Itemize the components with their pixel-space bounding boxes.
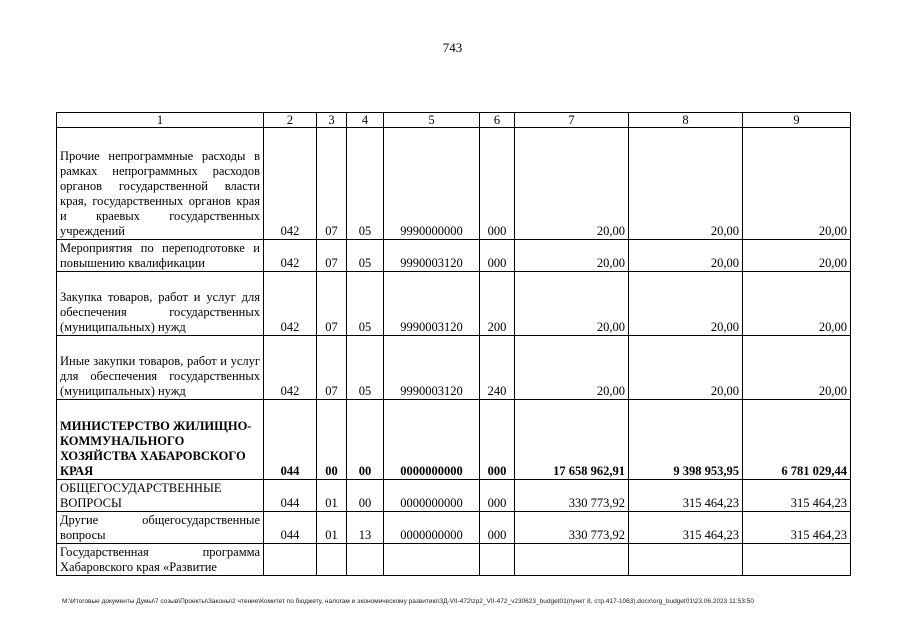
cell-amount-8: 20,00 [629, 336, 743, 400]
header-col-5: 5 [384, 113, 480, 128]
cell-expense-type: 000 [480, 240, 515, 272]
cell-amount-9: 20,00 [743, 336, 851, 400]
cell-subsection: 05 [347, 336, 384, 400]
table-row [57, 240, 851, 272]
cell-amount-7: 20,00 [515, 336, 629, 400]
cell-expense-type: 240 [480, 336, 515, 400]
row-name: Закупка товаров, работ и услуг для обеспечения государственных (муниципальных) нужд [57, 272, 264, 336]
cell-subsection: 05 [347, 128, 384, 240]
cell-section: 07 [317, 272, 347, 336]
cell-ministry-code: 044 [264, 512, 317, 544]
cell-ministry-code: 044 [264, 400, 317, 480]
cell-amount-8: 315 464,23 [629, 512, 743, 544]
cell-target-article: 0000000000 [384, 512, 480, 544]
cell-amount-8 [629, 544, 743, 576]
cell-ministry-code: 042 [264, 240, 317, 272]
cell-ministry-code: 042 [264, 336, 317, 400]
cell-ministry-code: 044 [264, 480, 317, 512]
cell-amount-8: 9 398 953,95 [629, 400, 743, 480]
cell-ministry-code: 042 [264, 128, 317, 240]
cell-amount-7: 330 773,92 [515, 480, 629, 512]
cell-subsection: 05 [347, 240, 384, 272]
cell-amount-7: 20,00 [515, 128, 629, 240]
cell-amount-7 [515, 544, 629, 576]
cell-expense-type: 000 [480, 512, 515, 544]
row-name: Мероприятия по переподготовке и повышению квалификации [57, 240, 264, 272]
cell-amount-9: 20,00 [743, 272, 851, 336]
row-name: Прочие непрограммные расходы в рамках непрограммных расходов органов государственной власти края, государственных органов края и краевых государственных учреждений [57, 128, 264, 240]
cell-section: 01 [317, 512, 347, 544]
header-col-8: 8 [629, 113, 743, 128]
cell-section: 07 [317, 240, 347, 272]
cell-target-article: 0000000000 [384, 400, 480, 480]
table-row [57, 128, 851, 240]
cell-subsection: 13 [347, 512, 384, 544]
cell-target-article: 9990003120 [384, 240, 480, 272]
row-name: ОБЩЕГОСУДАРСТВЕННЫЕ ВОПРОСЫ [57, 480, 264, 512]
cell-target-article: 9990003120 [384, 272, 480, 336]
cell-subsection: 00 [347, 400, 384, 480]
cell-amount-9: 315 464,23 [743, 512, 851, 544]
row-name: МИНИСТЕРСТВО ЖИЛИЩНО-КОММУНАЛЬНОГО ХОЗЯЙСТВА ХАБАРОВСКОГО КРАЯ [57, 400, 264, 480]
cell-amount-7: 330 773,92 [515, 512, 629, 544]
header-col-9: 9 [743, 113, 851, 128]
table-row [57, 336, 851, 400]
header-row [57, 113, 851, 128]
cell-target-article [384, 544, 480, 576]
table-row [57, 512, 851, 544]
cell-section: 07 [317, 128, 347, 240]
cell-subsection: 05 [347, 272, 384, 336]
header-col-7: 7 [515, 113, 629, 128]
cell-amount-8: 20,00 [629, 240, 743, 272]
budget-table [56, 112, 851, 576]
cell-subsection: 00 [347, 480, 384, 512]
cell-ministry-code: 042 [264, 272, 317, 336]
header-col-2: 2 [264, 113, 317, 128]
page-number: 743 [442, 40, 463, 55]
table-row [57, 480, 851, 512]
cell-target-article: 9990000000 [384, 128, 480, 240]
header-col-4: 4 [347, 113, 384, 128]
cell-section: 07 [317, 336, 347, 400]
document-path-footer: M:\Итоговые документы Думы\7 созыв\Проекты\Законы\2 чтение\Комитет по бюджету, налогам и экономическому развитию\ЗД-VII-472\zp2_VII-472_v230623_budget01(пункт 8, стр.417-1063).docx\org_budget01\23.06.2023 11:53:50 [62, 598, 754, 605]
header-col-3: 3 [317, 113, 347, 128]
cell-expense-type [480, 544, 515, 576]
cell-ministry-code [264, 544, 317, 576]
table-row [57, 544, 851, 576]
cell-section: 00 [317, 400, 347, 480]
cell-amount-8: 315 464,23 [629, 480, 743, 512]
row-name: Другие общегосударственные вопросы [57, 512, 264, 544]
row-name: Государственная программа Хабаровского края «Развитие [57, 544, 264, 576]
cell-amount-9: 20,00 [743, 240, 851, 272]
cell-expense-type: 000 [480, 480, 515, 512]
cell-expense-type: 200 [480, 272, 515, 336]
table-row [57, 400, 851, 480]
cell-section: 01 [317, 480, 347, 512]
cell-amount-9: 6 781 029,44 [743, 400, 851, 480]
cell-target-article: 0000000000 [384, 480, 480, 512]
cell-amount-7: 20,00 [515, 240, 629, 272]
cell-amount-7: 20,00 [515, 272, 629, 336]
cell-expense-type: 000 [480, 128, 515, 240]
cell-amount-8: 20,00 [629, 128, 743, 240]
cell-expense-type: 000 [480, 400, 515, 480]
cell-subsection [347, 544, 384, 576]
cell-target-article: 9990003120 [384, 336, 480, 400]
cell-amount-9: 20,00 [743, 128, 851, 240]
table-row [57, 272, 851, 336]
cell-amount-7: 17 658 962,91 [515, 400, 629, 480]
header-col-1: 1 [57, 113, 264, 128]
row-name: Иные закупки товаров, работ и услуг для обеспечения государственных (муниципальных) нужд [57, 336, 264, 400]
header-col-6: 6 [480, 113, 515, 128]
cell-amount-8: 20,00 [629, 272, 743, 336]
cell-section [317, 544, 347, 576]
cell-amount-9 [743, 544, 851, 576]
cell-amount-9: 315 464,23 [743, 480, 851, 512]
